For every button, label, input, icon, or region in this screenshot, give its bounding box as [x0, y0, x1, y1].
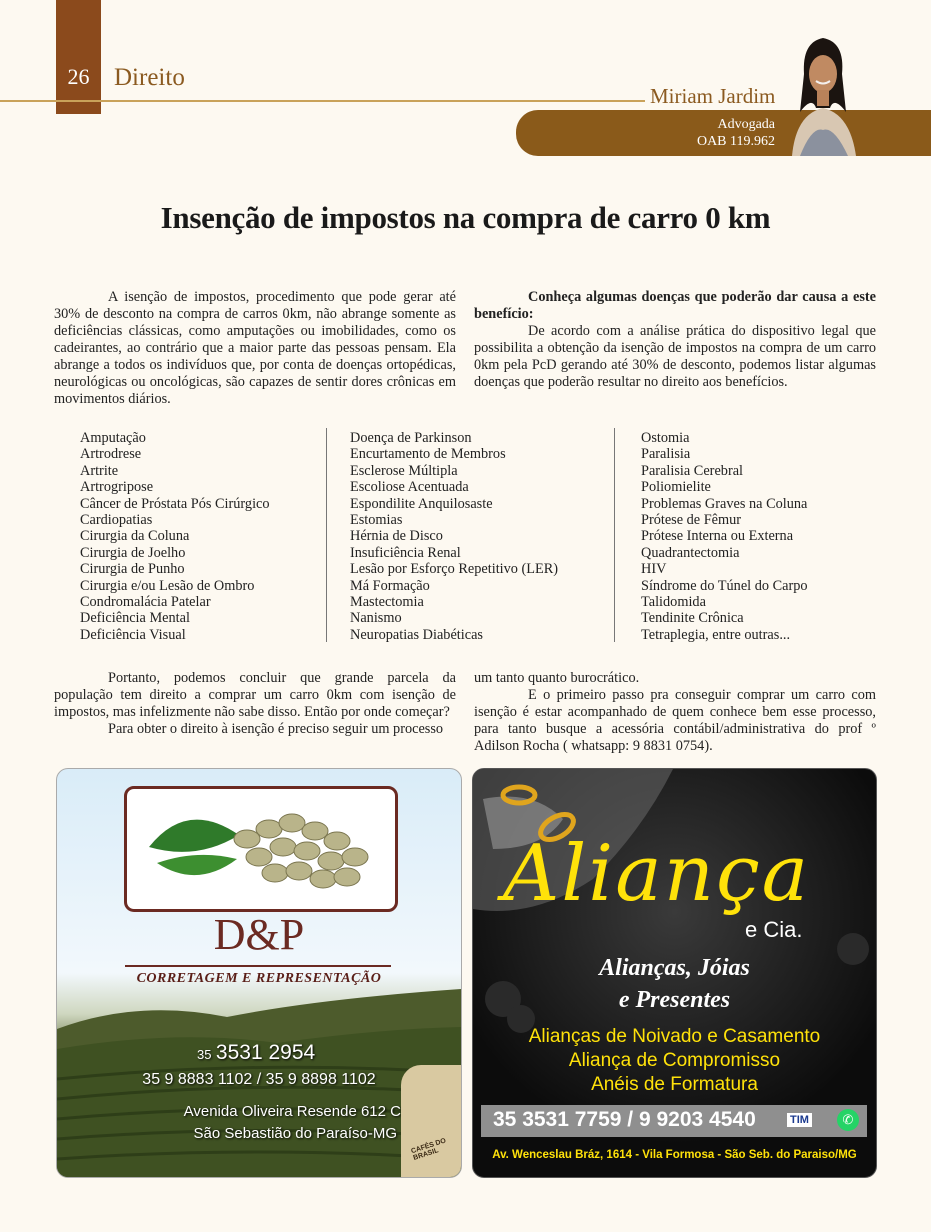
disease-list-1: [80, 430, 320, 643]
coffee-sack-image: CAFÉS DO BRASIL: [401, 1065, 461, 1177]
dp-address-2: São Sebastião do Paraíso-MG: [193, 1125, 397, 1142]
column-divider: [326, 428, 327, 642]
list-item: Poliomielite: [641, 479, 711, 496]
disease-list-2: [350, 430, 600, 643]
page-tab: [56, 0, 101, 114]
list-item: Paralisia: [641, 446, 691, 463]
list-item: Amputação: [80, 430, 146, 446]
whatsapp-icon: ✆: [837, 1109, 859, 1131]
alianca-logo-sub: e Cia.: [745, 917, 803, 942]
list-item: Prótese de Fêmur: [641, 512, 742, 529]
alianca-slogan-1: Alianças, Jóias: [599, 955, 750, 981]
dp-brand: D&P: [213, 910, 305, 959]
diseases-section: [474, 289, 876, 391]
alianca-phones: 35 3531 7759 / 9 9203 4540: [493, 1108, 756, 1131]
alianca-service: Aliança de Compromisso: [568, 1050, 781, 1071]
list-item: Má Formação: [350, 577, 430, 594]
diseases-heading: Conheça algumas doenças que poderão dar causa a este benefício:: [474, 289, 876, 322]
list-item: Ostomia: [641, 430, 690, 446]
list-item: Problemas Graves na Coluna: [641, 495, 808, 512]
intro-paragraph: A isenção de impostos, procedimento que pode gerar até 30% de desconto na compra de carros 0km, não abrange somente as deficiências clássicas, como amputações ou imobilidades, como os cadeirantes, ao contrário que a maior parte das pessoas pensam. Ela abrange a todos os indivíduos que, por conta de doenças ortopédicas, neurológicas ou oncológicas, são capazes de sentir dores crônicas em movimentos diários.: [54, 289, 456, 407]
disease-list-3: [641, 430, 881, 643]
list-item: Neuropatias Diabéticas: [350, 626, 483, 643]
list-item: Encurtamento de Membros: [350, 446, 506, 463]
dp-phone: 35 3531 2954: [197, 1041, 316, 1064]
dp-address-1: Avenida Oliveira Resende 612 C: [183, 1103, 401, 1120]
author-oab: OAB 119.962: [696, 134, 775, 149]
page-number: 26: [67, 64, 90, 89]
list-item: Deficiência Visual: [80, 626, 186, 643]
list-item: Deficiência Mental: [80, 610, 190, 627]
dp-tagline: CORRETAGEM E REPRESENTAÇÃO: [136, 971, 382, 986]
list-item: Cirurgia da Coluna: [80, 528, 190, 545]
list-item: Cirurgia de Joelho: [80, 544, 186, 561]
column-divider: [614, 428, 615, 642]
list-item: Síndrome do Túnel do Carpo: [641, 577, 808, 594]
list-item: Tetraplegia, entre outras...: [641, 626, 791, 643]
list-item: Cardiopatias: [80, 512, 153, 529]
list-item: Quadrantectomia: [641, 544, 740, 561]
list-item: Artrite: [80, 462, 119, 479]
list-item: Mastectomia: [350, 594, 424, 611]
dp-mobiles: 35 9 8883 1102 / 35 9 8898 1102: [142, 1071, 376, 1088]
list-item: Cirurgia de Punho: [80, 561, 185, 578]
list-item: Talidomida: [641, 594, 706, 611]
diseases-intro: De acordo com a análise prática do dispositivo legal que possibilita a obtenção da isenção de impostos na compra de um carro 0km pela PcD gerando até 30% de desconto, podemos listar algumas doenças que poderão resultar no direito aos benefícios.: [474, 323, 876, 390]
list-item: Lesão por Esforço Repetitivo (LER): [350, 561, 559, 578]
list-item: Condromalácia Patelar: [80, 594, 211, 611]
list-item: Paralisia Cerebral: [641, 462, 744, 479]
list-item: HIV: [641, 561, 667, 578]
conclusion-left: Portanto, podemos concluir que grande parcela da população tem direito a comprar um carro 0km com isenção de impostos, mas infelizmente não sabe disso. Então por onde começar? Para obter o direito à isenção é preciso seguir um processo: [54, 670, 456, 737]
conclusion-right: um tanto quanto burocrático. E o primeiro passo pra conseguir comprar um carro com isenção é estar acompanhado de quem conhece bem esse processo, para tanto busque a acessória contábil/administrativa do prof º Adilson Rocha ( whatsapp: 9 8831 0754).: [474, 670, 876, 754]
tim-logo: TIM: [787, 1113, 812, 1127]
list-item: Estomias: [350, 512, 403, 529]
alianca-slogan-2: e Presentes: [618, 987, 731, 1013]
dp-rule: [125, 965, 391, 967]
author-credentials: [640, 116, 775, 150]
ad-alianca: [472, 768, 877, 1178]
alianca-phone-bar: [481, 1105, 867, 1137]
alianca-address: Av. Wenceslau Bráz, 1614 - Vila Formosa - São Seb. do Paraiso/MG: [492, 1149, 857, 1161]
author-photo: [782, 34, 864, 156]
coffee-beans-frame: [124, 786, 398, 912]
list-item: Câncer de Próstata Pós Cirúrgico: [80, 495, 270, 512]
article-title: Insenção de impostos na compra de carro 0 km: [160, 200, 771, 235]
list-item: Espondilite Anquilosaste: [350, 495, 493, 512]
list-item: Escoliose Acentuada: [350, 479, 469, 496]
alianca-service: Anéis de Formatura: [591, 1074, 758, 1095]
author-name: Miriam Jardim: [650, 84, 776, 108]
alianca-logo: Aliança: [503, 829, 811, 919]
author-role: Advogada: [717, 117, 775, 132]
coffee-beans-image: [127, 789, 395, 909]
alianca-services: [473, 1025, 876, 1097]
list-item: Prótese Interna ou Externa: [641, 528, 794, 545]
list-item: Hérnia de Disco: [350, 528, 443, 545]
list-item: Artrogripose: [80, 479, 154, 496]
alianca-service: Alianças de Noivado e Casamento: [528, 1026, 821, 1047]
list-item: Insuficiência Renal: [350, 544, 461, 561]
list-item: Nanismo: [350, 610, 402, 627]
list-item: Cirurgia e/ou Lesão de Ombro: [80, 577, 255, 594]
header-rule: [0, 100, 645, 102]
ad-dp-coffee: [56, 768, 462, 1178]
list-item: Doença de Parkinson: [350, 430, 472, 446]
section-title: Direito: [114, 64, 185, 91]
list-item: Tendinite Crônica: [641, 610, 744, 627]
list-item: Artrodrese: [80, 446, 142, 463]
list-item: Esclerose Múltipla: [350, 462, 458, 479]
